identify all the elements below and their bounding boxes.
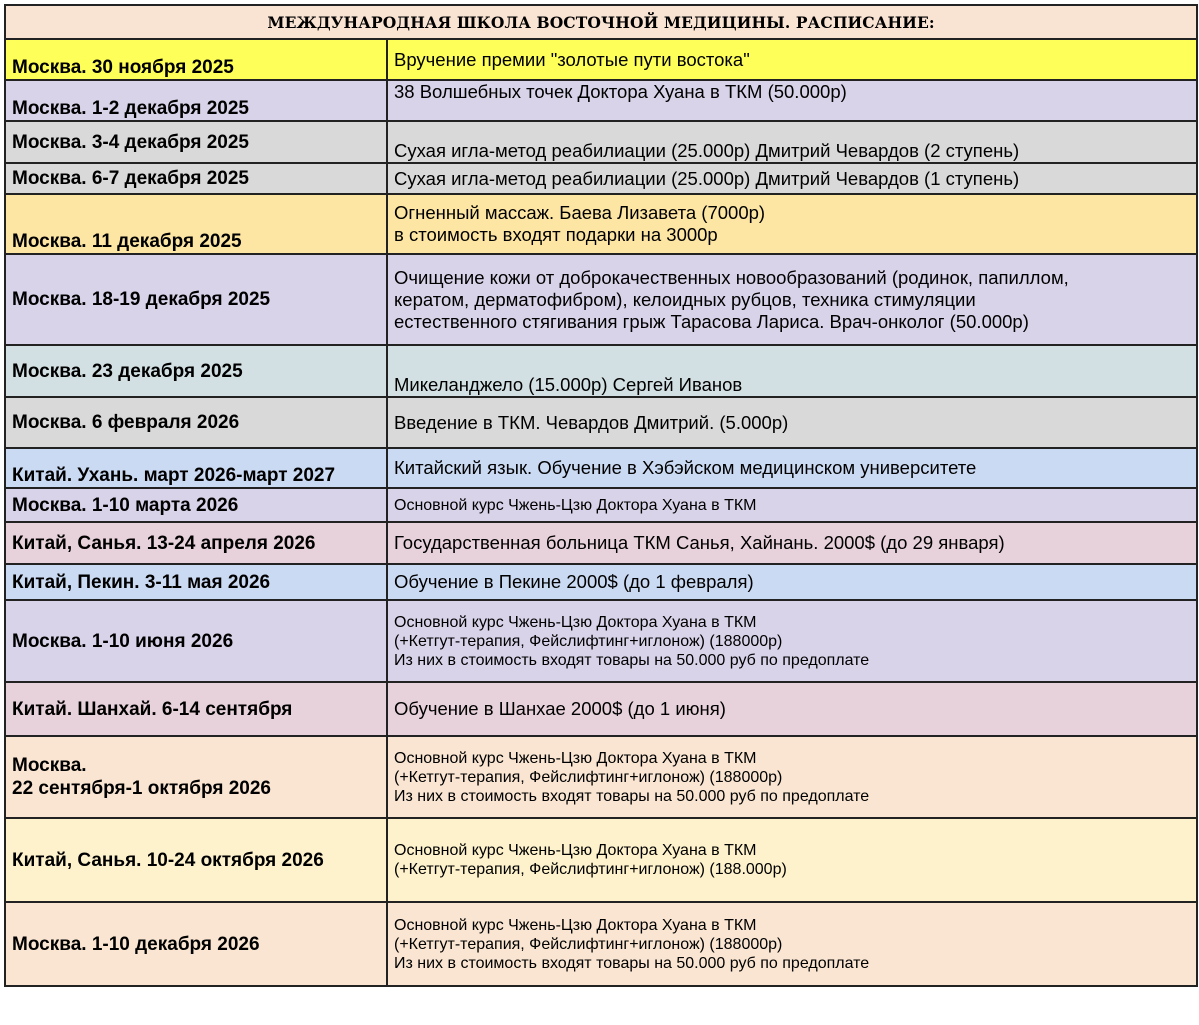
event-date: 22 сентября-1 октября 2026 xyxy=(12,778,271,799)
event-date: Китай, Пекин. 3-11 мая 2026 xyxy=(12,571,271,593)
event-description-line: кератом, дерматофибром), келоидных рубцов, техника стимуляции xyxy=(394,288,976,310)
schedule-row xyxy=(5,121,1197,163)
event-description-line: Основной курс Чжень-Цзю Доктора Хуана в ТКМ xyxy=(394,916,757,934)
event-description-line: Основной курс Чжень-Цзю Доктора Хуана в ТКМ xyxy=(394,613,757,631)
event-date: Москва. 11 декабря 2025 xyxy=(12,231,242,252)
event-description-cell[interactable] xyxy=(387,80,1197,121)
event-date-cell[interactable] xyxy=(5,345,387,397)
event-date: Китай, Санья. 13-24 апреля 2026 xyxy=(12,532,316,554)
event-description-line: Вручение премии "золотые пути востока" xyxy=(394,48,750,70)
event-description-line: Основной курс Чжень-Цзю Доктора Хуана в ТКМ xyxy=(394,842,757,859)
event-description-line: Огненный массаж. Баева Лизавета (7000р) xyxy=(394,202,766,223)
event-date: Москва. 30 ноября 2025 xyxy=(12,57,234,78)
event-date: Москва. 6 февраля 2026 xyxy=(12,412,240,433)
event-date-cell[interactable] xyxy=(5,902,387,986)
schedule-row xyxy=(5,818,1197,902)
schedule-row xyxy=(5,39,1197,80)
event-description-cell[interactable] xyxy=(387,39,1197,80)
event-date: Москва. 1-10 марта 2026 xyxy=(12,494,239,516)
event-date-cell[interactable] xyxy=(5,600,387,682)
schedule-row xyxy=(5,163,1197,194)
event-description-line: 38 Волшебных точек Доктора Хуана в ТКМ (50.000р) xyxy=(394,81,847,102)
event-date-cell[interactable] xyxy=(5,818,387,902)
event-description-line: (+Кетгут-терапия, Фейслифтинг+иглонож) (188.000р) xyxy=(394,861,787,878)
event-description-line: Обучение в Шанхае 2000$ (до 1 июня) xyxy=(394,698,726,719)
event-description-cell[interactable] xyxy=(387,600,1197,682)
event-description-cell[interactable] xyxy=(387,736,1197,818)
schedule-row xyxy=(5,736,1197,818)
event-description-cell[interactable] xyxy=(387,818,1197,902)
event-description-line: Обучение в Пекине 2000$ (до 1 февраля) xyxy=(394,571,754,592)
event-description-line: Из них в стоимость входят товары на 50.000 руб по предоплате xyxy=(394,954,870,972)
event-description-cell[interactable] xyxy=(387,682,1197,736)
schedule-row xyxy=(5,194,1197,254)
event-description-cell[interactable] xyxy=(387,522,1197,564)
schedule-row xyxy=(5,254,1197,345)
event-date: Китай, Санья. 10-24 октября 2026 xyxy=(12,849,324,871)
event-date-cell[interactable] xyxy=(5,522,387,564)
schedule-row xyxy=(5,80,1197,121)
event-date-cell[interactable] xyxy=(5,254,387,345)
event-description-line: Из них в стоимость входят товары на 50.000 руб по предоплате xyxy=(394,651,870,669)
event-description-cell[interactable] xyxy=(387,163,1197,194)
event-description-cell[interactable] xyxy=(387,121,1197,163)
event-date: Москва. 1-2 декабря 2025 xyxy=(12,98,249,119)
event-date: Москва. 1-10 декабря 2026 xyxy=(12,933,260,955)
event-date-cell[interactable] xyxy=(5,488,387,522)
schedule-row xyxy=(5,345,1197,397)
event-date-cell[interactable] xyxy=(5,448,387,488)
event-description-line: Китайский язык. Обучение в Хэбэйском медицинском университете xyxy=(394,457,977,478)
event-description-cell[interactable] xyxy=(387,448,1197,488)
event-description-line: Из них в стоимость входят товары на 50.000 руб по предоплате xyxy=(394,787,870,805)
event-description-line: Микеланджело (15.000р) Сергей Иванов xyxy=(394,374,743,395)
event-description-line: Государственная больница ТКМ Санья, Хайнань. 2000$ (до 29 января) xyxy=(394,532,1005,553)
event-description-line: (+Кетгут-терапия, Фейслифтинг+иглонож) (188000р) xyxy=(394,768,783,786)
event-description-cell[interactable] xyxy=(387,902,1197,986)
event-date-cell[interactable] xyxy=(5,80,387,121)
event-description-line: естественного стягивания грыж Тарасова Лариса. Врач-онколог (50.000р) xyxy=(394,310,1029,332)
event-description-cell[interactable] xyxy=(387,194,1197,254)
schedule-row xyxy=(5,488,1197,522)
event-description-line: Сухая игла-метод реабилиации (25.000р) Дмитрий Чевардов (1 ступень) xyxy=(394,167,1020,189)
event-description-line: Сухая игла-метод реабилиации (25.000р) Дмитрий Чевардов (2 ступень) xyxy=(394,140,1020,161)
schedule-row xyxy=(5,448,1197,488)
schedule-title[interactable]: МЕЖДУНАРОДНАЯ ШКОЛА ВОСТОЧНОЙ МЕДИЦИНЫ. РАСПИСАНИЕ: xyxy=(5,5,1197,39)
event-date-cell[interactable] xyxy=(5,682,387,736)
event-date: Москва. 23 декабря 2025 xyxy=(12,360,243,382)
event-date-cell[interactable] xyxy=(5,121,387,163)
schedule-table xyxy=(4,4,1198,987)
event-date: Москва. xyxy=(12,755,87,776)
event-description-line: Основной курс Чжень-Цзю Доктора Хуана в ТКМ xyxy=(394,749,757,767)
event-date-cell[interactable] xyxy=(5,194,387,254)
event-date: Москва. 18-19 декабря 2025 xyxy=(12,289,271,310)
event-description-line: Основной курс Чжень-Цзю Доктора Хуана в ТКМ xyxy=(394,496,757,514)
event-description-line: Очищение кожи от доброкачественных новообразований (родинок, папиллом, xyxy=(394,266,1069,288)
event-description-line: (+Кетгут-терапия, Фейслифтинг+иглонож) (188000р) xyxy=(394,632,783,650)
event-date-cell[interactable] xyxy=(5,163,387,194)
event-description-cell[interactable] xyxy=(387,254,1197,345)
title-row xyxy=(5,5,1197,39)
event-date: Москва. 3-4 декабря 2025 xyxy=(12,131,249,153)
schedule-row xyxy=(5,600,1197,682)
event-date-cell[interactable] xyxy=(5,736,387,818)
event-date-cell[interactable] xyxy=(5,39,387,80)
event-description-cell[interactable] xyxy=(387,397,1197,448)
event-date-cell[interactable] xyxy=(5,397,387,448)
event-date: Китай. Шанхай. 6-14 сентября xyxy=(12,698,293,720)
event-date-cell[interactable] xyxy=(5,564,387,600)
schedule-row xyxy=(5,522,1197,564)
event-description-line: (+Кетгут-терапия, Фейслифтинг+иглонож) (188000р) xyxy=(394,935,783,953)
event-description-line: Введение в ТКМ. Чевардов Дмитрий. (5.000р) xyxy=(394,411,789,433)
event-date: Москва. 1-10 июня 2026 xyxy=(12,630,234,652)
event-description-cell[interactable] xyxy=(387,345,1197,397)
schedule-row xyxy=(5,397,1197,448)
schedule-row xyxy=(5,564,1197,600)
event-date: Москва. 6-7 декабря 2025 xyxy=(12,168,249,189)
event-description-line: в стоимость входят подарки на 3000р xyxy=(394,224,718,245)
schedule-row xyxy=(5,682,1197,736)
event-date: Китай. Ухань. март 2026-март 2027 xyxy=(12,465,336,486)
event-description-cell[interactable] xyxy=(387,564,1197,600)
schedule-row xyxy=(5,902,1197,986)
event-description-cell[interactable] xyxy=(387,488,1197,522)
